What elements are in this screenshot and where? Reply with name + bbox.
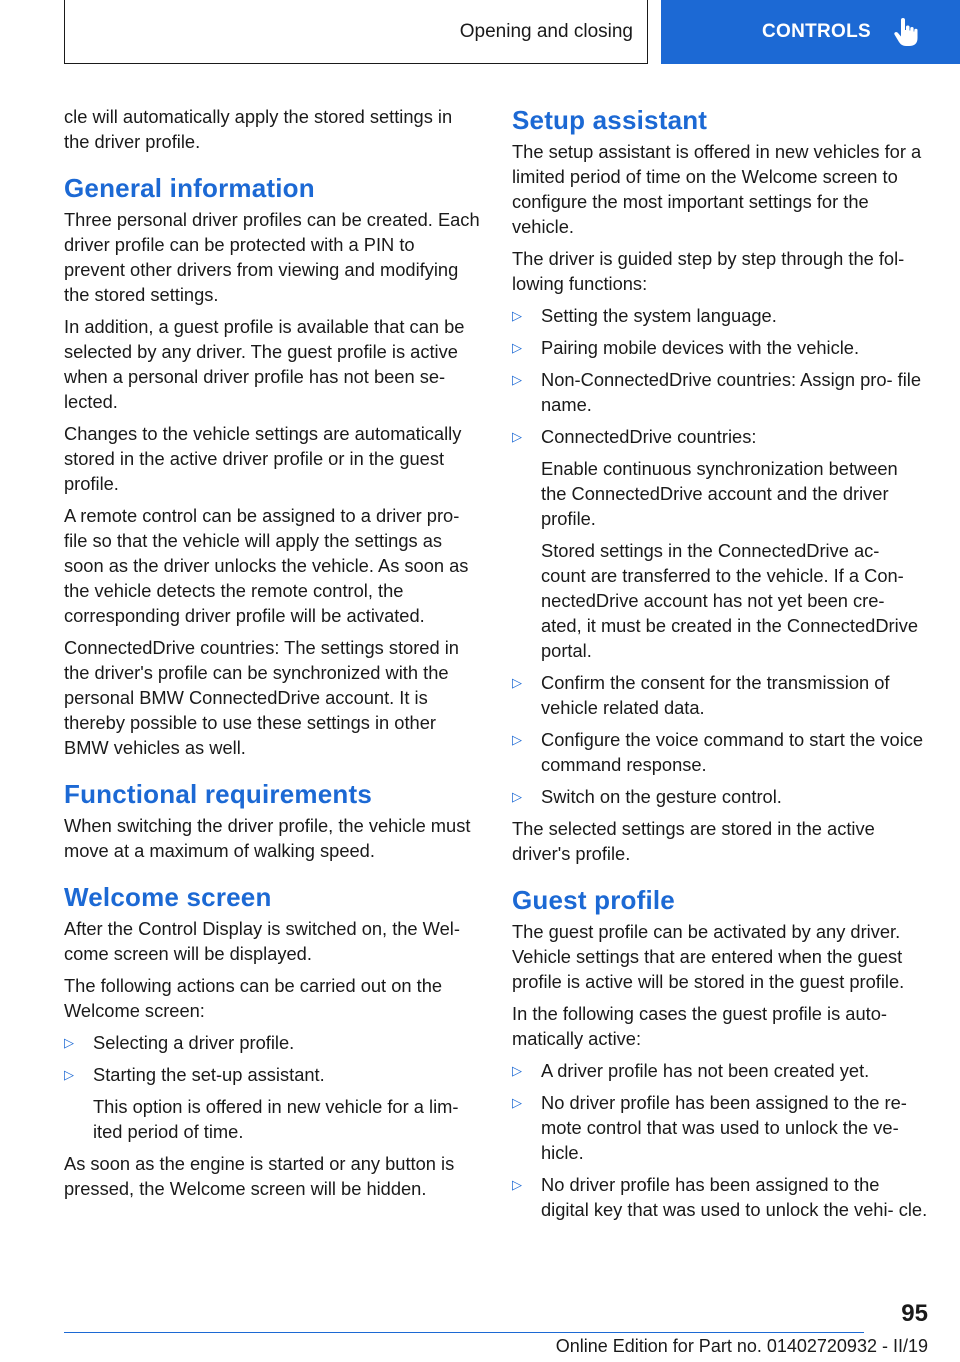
pointing-hand-icon [893,18,919,46]
paragraph: The driver is guided step by step through the fol‐ lowing functions: [512,248,905,294]
list-item-text: Confirm the consent for the transmission of vehicle related data. [541,672,890,718]
paragraph: When switching the driver profile, the vehicle must move at a maximum of walking speed. [64,815,471,861]
setup-functions-list [512,303,928,809]
list-item [512,367,928,417]
heading-welcome-screen: Welcome screen [64,882,272,912]
triangle-bullet-icon: ▷ [64,1035,74,1050]
list-item [512,335,928,360]
triangle-bullet-icon: ▷ [512,675,522,690]
welcome-actions-list [64,1030,480,1144]
list-item-text: No driver profile has been assigned to the re‐ mote control that was used to unlock the ve‐ hicle. [541,1092,907,1163]
paragraph: Changes to the vehicle settings are automatically stored in the active driver profile or in the guest profile. [64,423,462,494]
list-item-text: Pairing mobile devices with the vehicle. [541,337,860,358]
paragraph: The following actions can be carried out on the Welcome screen: [64,975,443,1021]
list-item [512,727,928,777]
list-item-text: Setting the system language. [541,305,777,326]
intro-paragraph: cle will automatically apply the stored settings in the driver profile. [64,106,453,152]
triangle-bullet-icon: ▷ [512,429,522,444]
list-item-subtext: This option is offered in new vehicle for a lim‐ ited period of time. [93,1096,459,1142]
footer-divider [64,1332,864,1333]
list-item [512,784,928,809]
list-item [512,303,928,328]
heading-general-information: General information [64,173,315,203]
section-title: Opening and closing [459,20,633,42]
left-column [64,104,480,1208]
paragraph: In the following cases the guest profile is auto‐ matically active: [512,1003,887,1049]
list-item-text: A driver profile has not been created yet. [541,1060,870,1081]
list-item-text: ConnectedDrive countries: [541,426,757,447]
triangle-bullet-icon: ▷ [512,340,522,355]
list-item [512,1172,928,1222]
paragraph: The setup assistant is offered in new vehicles for a limited period of time on the Welcome screen to configure the most important settings for the vehicle. [512,141,922,237]
triangle-bullet-icon: ▷ [512,1095,522,1110]
triangle-bullet-icon: ▷ [512,1177,522,1192]
paragraph: In addition, a guest profile is available that can be selected by any driver. The guest profile is active when a personal driver profile has not been se‐ lected. [64,316,465,412]
list-item-text: Selecting a driver profile. [93,1032,295,1053]
paragraph: After the Control Display is switched on, the Wel‐ come screen will be displayed. [64,918,460,964]
list-item-text: Starting the set-up assistant. [93,1064,325,1085]
list-item [512,670,928,720]
list-item [512,1090,928,1165]
chapter-tab [661,0,960,64]
list-item-text: Non-ConnectedDrive countries: Assign pro‐ file name. [541,369,922,415]
list-item-subtext: Enable continuous synchronization between the ConnectedDrive account and the driver profile. [541,458,898,529]
page-number: 95 [901,1300,928,1327]
triangle-bullet-icon: ▷ [64,1067,74,1082]
paragraph: As soon as the engine is started or any button is pressed, the Welcome screen will be hidden. [64,1153,455,1199]
list-item [512,1058,928,1083]
list-item [64,1062,480,1144]
list-item-text: Configure the voice command to start the voice command response. [541,729,924,775]
triangle-bullet-icon: ▷ [512,732,522,747]
heading-functional-requirements: Functional requirements [64,779,372,809]
edition-footer: Online Edition for Part no. 01402720932 - II/19 [555,1336,928,1356]
list-item [512,424,928,663]
chapter-title: CONTROLS [762,21,872,42]
right-column [512,104,928,1229]
triangle-bullet-icon: ▷ [512,308,522,323]
paragraph: Three personal driver profiles can be created. Each driver profile can be protected with a PIN to prevent other drivers from viewing and modifying the stored settings. [64,209,480,305]
triangle-bullet-icon: ▷ [512,1063,522,1078]
heading-setup-assistant: Setup assistant [512,105,708,135]
paragraph: The selected settings are stored in the active driver's profile. [512,818,875,864]
section-header [64,0,648,64]
paragraph: A remote control can be assigned to a driver pro‐ file so that the vehicle will apply the settings as soon as the driver unlocks the vehicle. As soon as the vehicle detects the remote control, the corresponding driver profile will be activated. [64,505,469,626]
list-item [64,1030,480,1055]
guest-cases-list [512,1058,928,1222]
list-item-text: No driver profile has been assigned to the digital key that was used to unlock the vehi‐ cle. [541,1174,928,1220]
paragraph: ConnectedDrive countries: The settings stored in the driver's profile can be synchronized with the personal BMW ConnectedDrive account. It is thereby possible to use these settings in other BMW vehicles as well. [64,637,459,758]
list-item-text: Switch on the gesture control. [541,786,782,807]
heading-guest-profile: Guest profile [512,885,675,915]
list-item-subtext: Stored settings in the ConnectedDrive ac‐ count are transferred to the vehicle. If a Con‐ nectedDrive account has not yet been cre‐ ated, it must be created in the ConnectedDrive portal. [541,540,919,661]
triangle-bullet-icon: ▷ [512,372,522,387]
paragraph: The guest profile can be activated by any driver. Vehicle settings that are entered when the guest profile is active will be stored in the guest profile. [512,921,905,992]
triangle-bullet-icon: ▷ [512,789,522,804]
